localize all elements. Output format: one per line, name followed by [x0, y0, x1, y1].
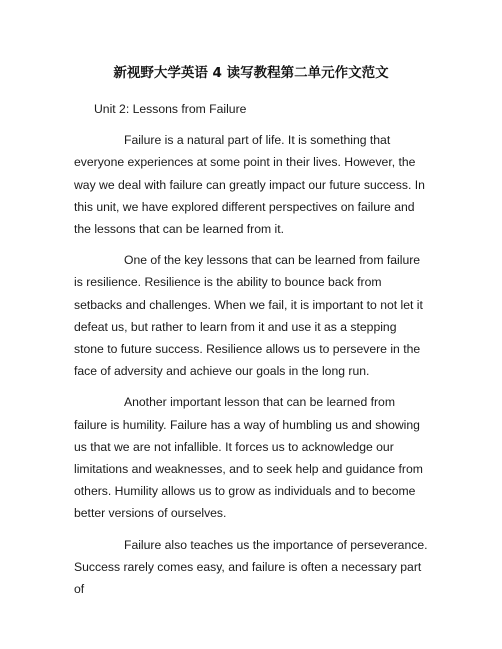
document-title: 新视野大学英语 4 读写教程第二单元作文范文: [113, 65, 389, 81]
paragraph-3: Another important lesson that can be learned from failure is humility. Failure has a way of humbling us and showing us that we are not infallible. It forces us to acknowledge our limitations and weaknesses, and to seek help and guidance from others. Humility allows us to grow as individuals and to become better versions of ourselves.: [74, 395, 423, 521]
paragraph-2: One of the key lessons that can be learned from failure is resilience. Resilience is the ability to bounce back from setbacks and challenges. When we fail, it is important to not let it defeat us, but rather to learn from it and use it as a stepping stone to future success. Resilience allows us to persevere in the face of adversity and achieve our goals in the long run.: [74, 253, 423, 379]
paragraph-1: Failure is a natural part of life. It is something that everyone experiences at some point in their lives. However, the way we deal with failure can greatly impact our future success. In this unit, we have explored different perspectives on failure and the lessons that can be learned from it.: [74, 133, 425, 237]
paragraph-4: Failure also teaches us the importance of perseverance. Success rarely comes easy, and failure is often a necessary part of: [74, 537, 428, 597]
unit-subtitle: Unit 2: Lessons from Failure: [94, 102, 247, 116]
document-body: [74, 98, 428, 600]
